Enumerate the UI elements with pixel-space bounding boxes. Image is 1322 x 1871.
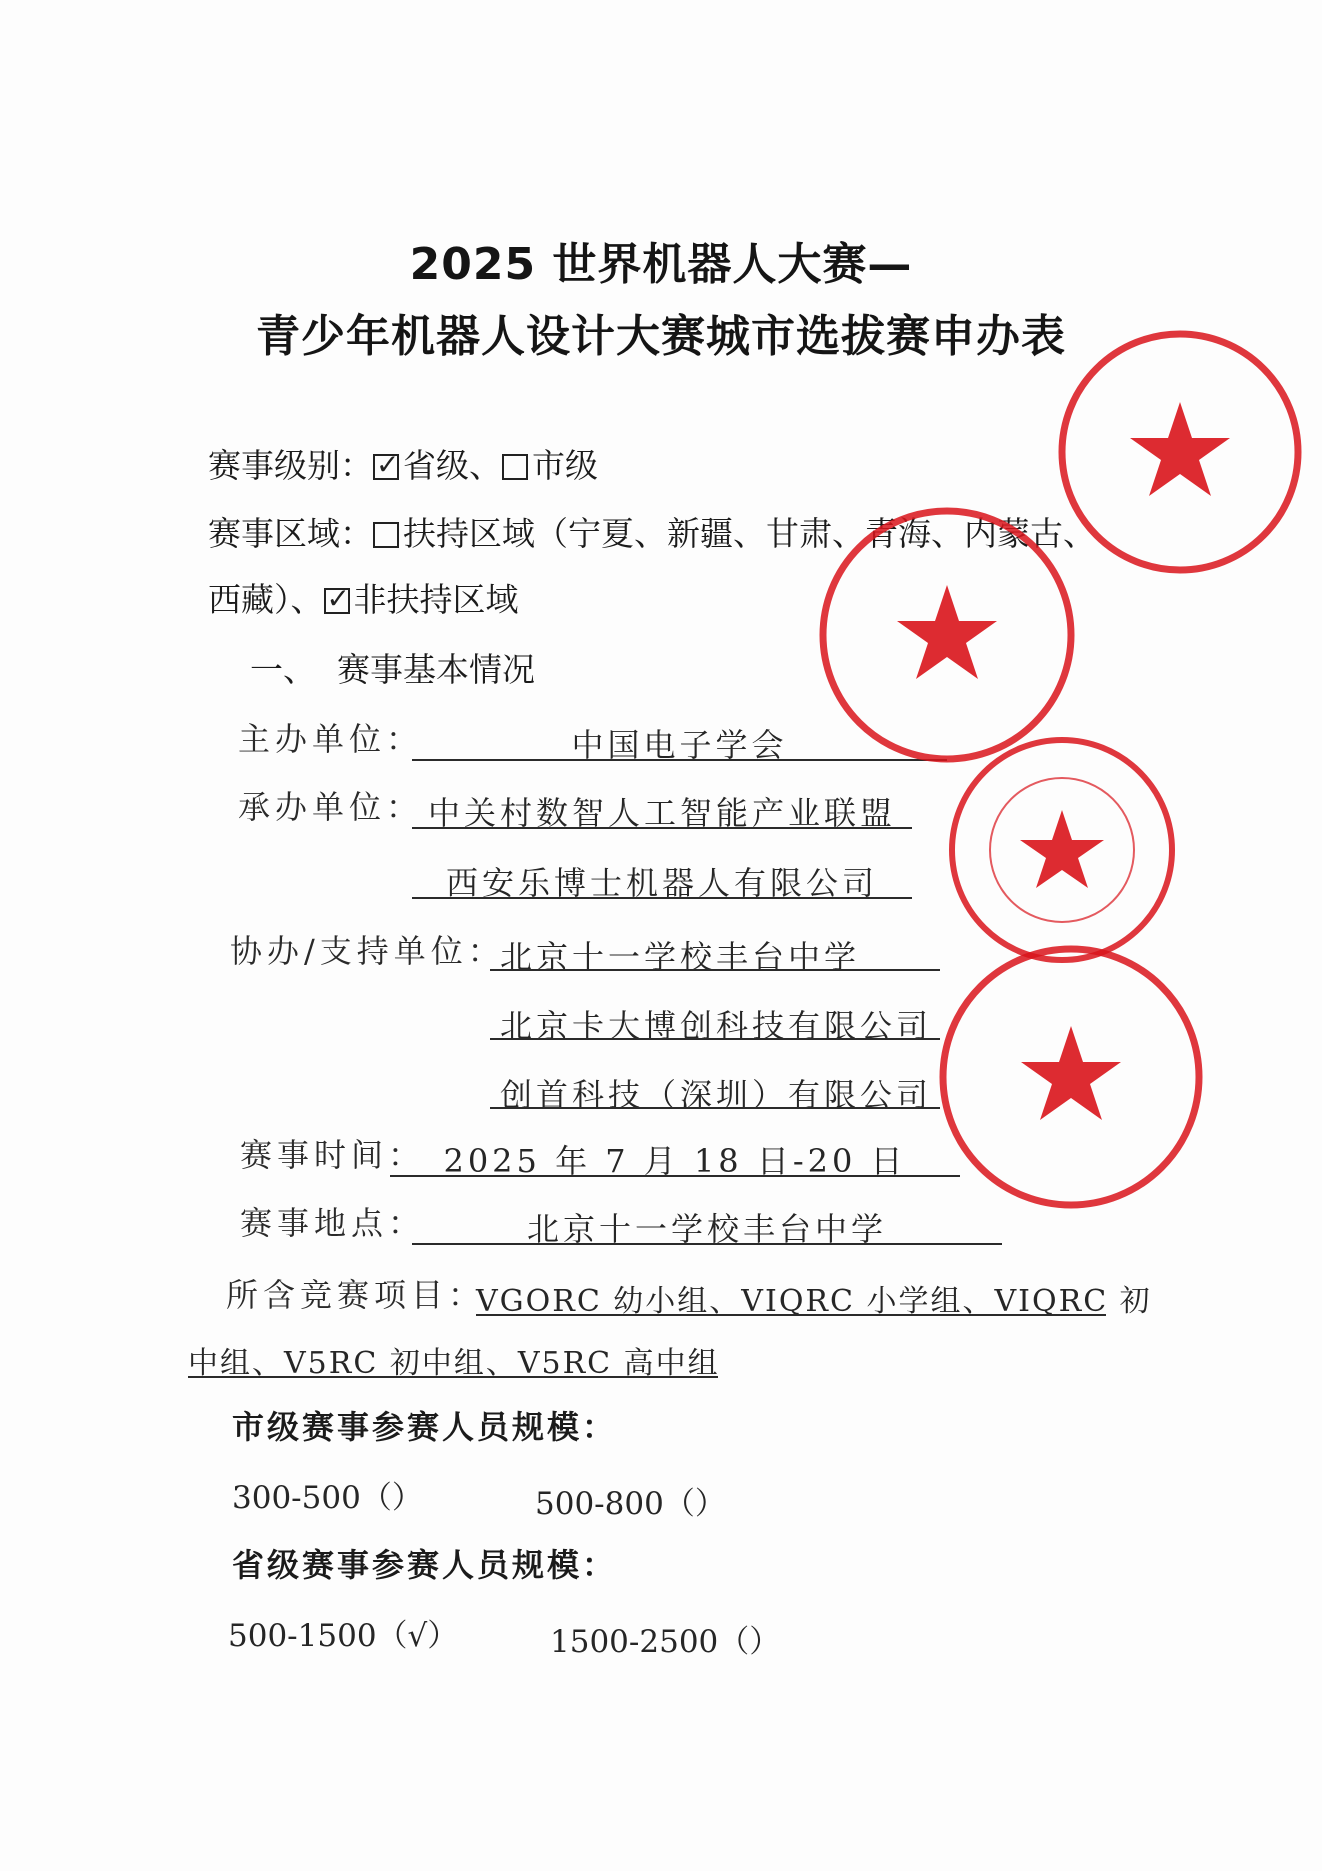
city-scale-option-1[interactable]: 300-500（）	[232, 1480, 423, 1516]
organizer-value-2: 西安乐博士机器人有限公司	[445, 864, 878, 902]
support-value-2: 北京卡大博创科技有限公司	[500, 1007, 933, 1045]
level-option-province: 省级、	[403, 446, 502, 485]
place-underline	[412, 1243, 1002, 1245]
province-scale-heading: 省级赛事参赛人员规模：	[232, 1546, 618, 1584]
place-value: 北京十一学校丰台中学	[526, 1210, 887, 1248]
projects-underline-2	[188, 1376, 718, 1378]
checkbox-city[interactable]	[502, 454, 528, 480]
checkbox-nonsupport-region[interactable]	[324, 588, 350, 614]
region-option-nonsupport: 非扶持区域	[353, 580, 519, 619]
region-support-cont: 西藏）、	[208, 580, 324, 619]
city-scale-heading: 市级赛事参赛人员规模：	[232, 1408, 618, 1446]
support-underline-2	[490, 1038, 940, 1040]
projects-label: 所含竞赛项目：	[226, 1276, 486, 1314]
robot-company-seal-stamp	[942, 730, 1182, 970]
host-label: 主办单位：	[238, 720, 424, 758]
projects-value-line2: 中组、V5RC 初中组、V5RC 高中组	[188, 1346, 720, 1381]
section-heading	[250, 644, 535, 691]
region-row-cont	[208, 574, 519, 621]
level-row	[208, 440, 598, 487]
school-seal-stamp	[1050, 322, 1310, 582]
checkbox-province[interactable]	[373, 454, 399, 480]
projects-underline-1	[476, 1314, 1106, 1316]
support-value-1: 北京十一学校丰台中学	[500, 938, 861, 976]
projects-value-line1: VGORC 幼小组、VIQRC 小学组、VIQRC 初	[476, 1284, 1152, 1319]
region-label: 赛事区域：	[208, 514, 373, 553]
support-underline-1	[490, 969, 940, 971]
document-title-line2: 青少年机器人设计大赛城市选拔赛申办表	[256, 311, 1066, 362]
province-scale-option-2[interactable]: 1500-2500（）	[550, 1624, 781, 1660]
level-option-city: 市级	[532, 446, 598, 485]
support-label: 协办/支持单位：	[230, 932, 505, 970]
level-label: 赛事级别：	[208, 446, 373, 485]
province-scale-option-1[interactable]: 500-1500（√）	[228, 1618, 459, 1654]
organizer-value-1: 中关村数智人工智能产业联盟	[427, 794, 896, 832]
organizer-underline-1	[412, 827, 912, 829]
region-option-support: 扶持区域（宁夏、新疆、甘肃、青海、内蒙古、	[403, 514, 1096, 553]
time-label: 赛事时间：	[240, 1136, 426, 1174]
organizer-underline-2	[412, 897, 912, 899]
organizer-label: 承办单位：	[238, 788, 424, 826]
support-value-3: 创首科技（深圳）有限公司	[500, 1076, 933, 1114]
host-value: 中国电子学会	[571, 726, 788, 764]
place-label: 赛事地点：	[240, 1204, 426, 1242]
time-underline	[390, 1175, 960, 1177]
city-scale-option-2[interactable]: 500-800（）	[535, 1486, 726, 1522]
document-title-line1: 2025 世界机器人大赛—	[409, 239, 913, 290]
section-title: 赛事基本情况	[336, 650, 535, 689]
time-value: 2025 年 7 月 18 日-20 日	[443, 1142, 907, 1180]
support-underline-3	[490, 1107, 940, 1109]
tech-company-seal-stamp	[932, 938, 1210, 1216]
section-number: 一、	[250, 650, 316, 689]
checkbox-support-region[interactable]	[373, 522, 399, 548]
